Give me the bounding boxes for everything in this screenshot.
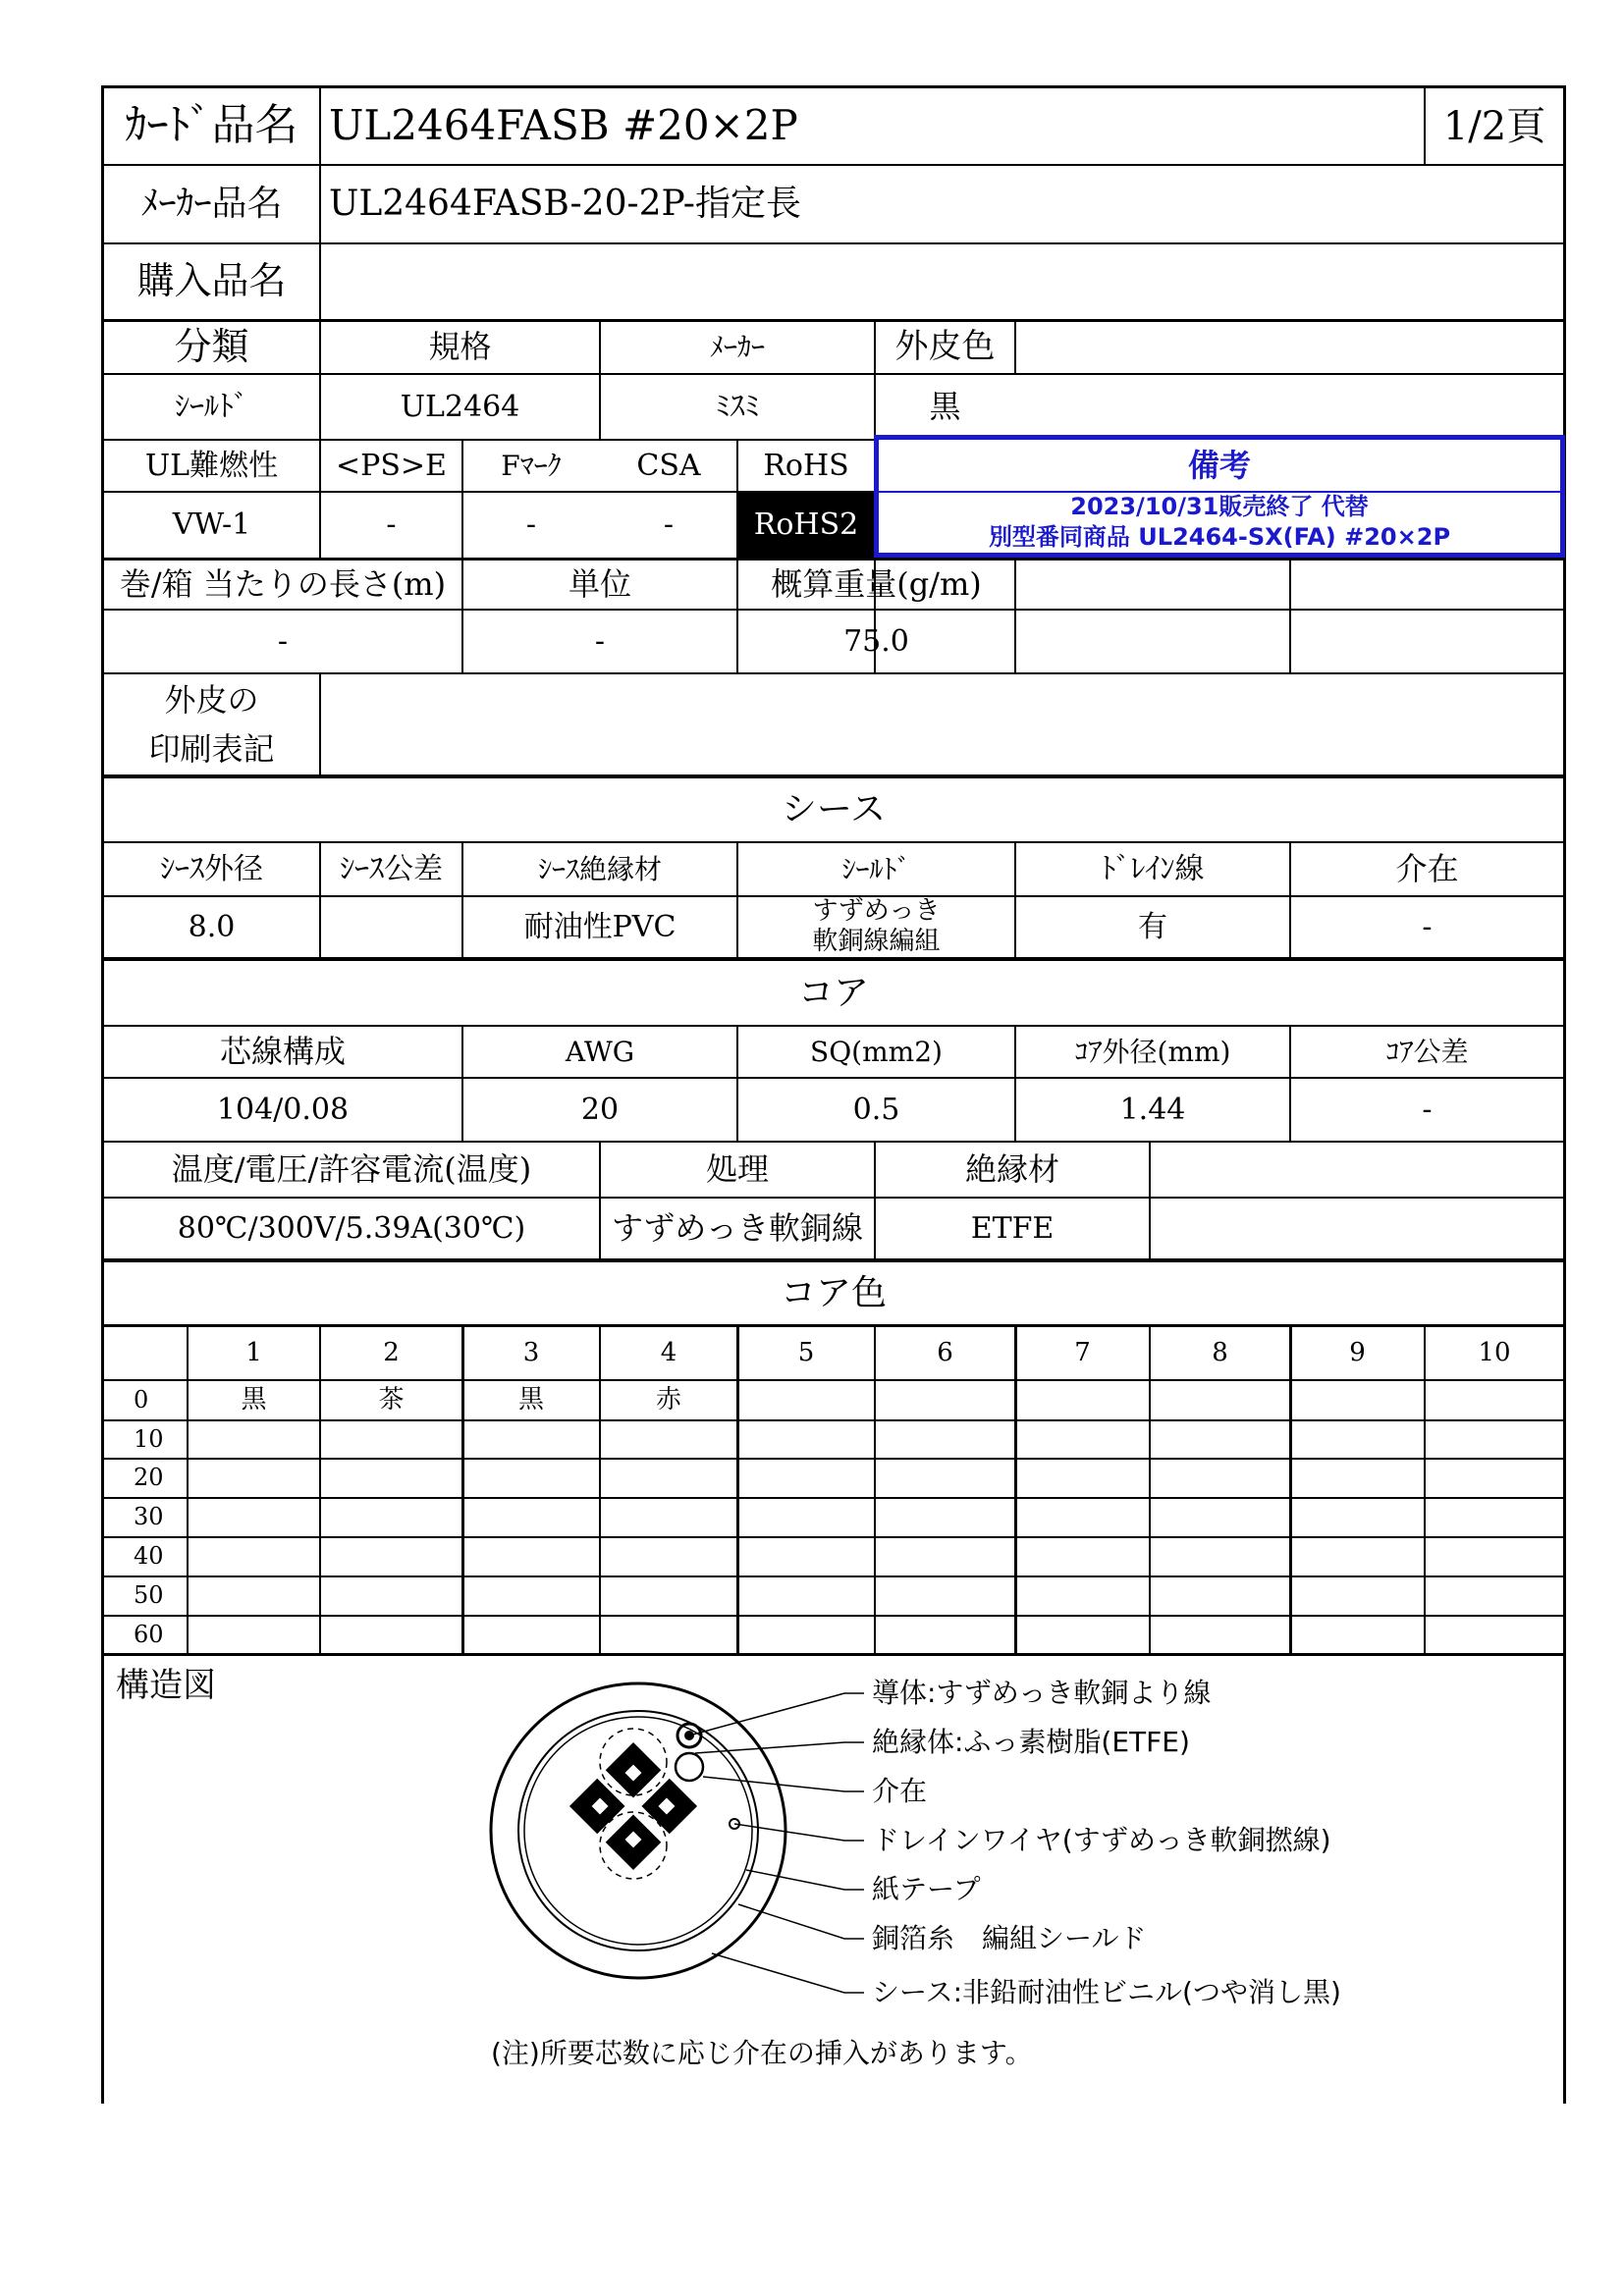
core-od-header: ｺｱ外径(mm): [1074, 1035, 1231, 1068]
treatment-value: すずめっき軟銅線: [611, 1208, 863, 1247]
maker-header: ﾒｰｶｰ: [709, 331, 765, 364]
core-color-cell: [1151, 1538, 1289, 1575]
core-color-cell: [463, 1577, 599, 1615]
class-header: 分類: [174, 325, 249, 369]
print-label-line1: 外皮の: [164, 681, 259, 720]
drain-header: ﾄﾞﾚｲﾝ線: [1101, 851, 1205, 886]
color-header: 外皮色: [894, 327, 996, 367]
core-color-col-header: 9: [1349, 1337, 1366, 1367]
core-color-col-header: 10: [1478, 1337, 1511, 1367]
print-label-line2: 印刷表記: [148, 730, 275, 769]
core-color-cell: [601, 1538, 736, 1575]
core-color-title: コア色: [780, 1272, 887, 1313]
class-value: ｼｰﾙﾄﾞ: [175, 389, 248, 424]
maker-part-label: ﾒｰｶｰ品名: [140, 184, 283, 225]
core-color-cell: [1016, 1460, 1149, 1497]
unit-value: -: [594, 623, 606, 659]
core-color-cell: [1151, 1460, 1289, 1497]
sheath-ins-header: ｼｰｽ絶縁材: [537, 852, 662, 885]
strand-value: 104/0.08: [216, 1092, 350, 1127]
core-color-cell: [876, 1617, 1014, 1653]
core-color-cell: [463, 1538, 599, 1575]
awg-value: 20: [580, 1092, 620, 1127]
maker-part-value: UL2464FASB-20-2P-指定長: [329, 184, 801, 225]
core-color-row-label: 30: [134, 1503, 164, 1531]
core-color-cell: [1151, 1617, 1289, 1653]
weight-header: 概算重量(g/m): [771, 564, 982, 603]
core-color-cell: [876, 1538, 1014, 1575]
core-color-cell: [738, 1617, 874, 1653]
core-color-cell: [1016, 1577, 1149, 1615]
core-color-cell: [321, 1499, 461, 1536]
structure-label: 導体:すずめっき軟銅より線: [872, 1677, 1212, 1710]
core-color-cell: [1151, 1577, 1289, 1615]
ul-flame-value: VW-1: [172, 507, 251, 543]
rating-value: 80℃/300V/5.39A(30℃): [177, 1210, 526, 1246]
core-color-cell: [1151, 1499, 1289, 1536]
core-color-cell: [321, 1577, 461, 1615]
core-color-row-label: 0: [134, 1385, 149, 1414]
unit-header: 単位: [568, 564, 631, 603]
length-header: 巻/箱 当たりの長さ(m): [119, 564, 447, 603]
core-color-cell: [601, 1617, 736, 1653]
core-color-cell: [1426, 1538, 1563, 1575]
core-color-cell: [876, 1577, 1014, 1615]
leader-1: [689, 1693, 864, 1735]
structure-label: ドレインワイヤ(すずめっき軟銅撚線): [872, 1824, 1331, 1857]
core-color-cell: [1016, 1499, 1149, 1536]
leader-6: [738, 1904, 864, 1939]
weight-value: 75.0: [843, 623, 909, 659]
core-color-cell: [189, 1421, 319, 1458]
leader-7: [712, 1953, 864, 1993]
core-color-cell: [1291, 1421, 1424, 1458]
color-value: 黒: [929, 387, 961, 425]
core-color-cell: [1291, 1381, 1424, 1419]
core-color-cell: [601, 1421, 736, 1458]
core-color-cell: [189, 1538, 319, 1575]
core-tol-header: ｺｱ公差: [1385, 1035, 1469, 1068]
purchase-name-value: [321, 244, 1563, 319]
card-name-value: UL2464FASB #20×2P: [329, 101, 798, 150]
structure-label: 銅箔糸 編組シールド: [872, 1922, 1147, 1955]
core-color-cell: [1016, 1421, 1149, 1458]
leader-5: [746, 1870, 864, 1890]
core-color-col-header: 7: [1074, 1337, 1091, 1367]
core-color-cell: [1291, 1460, 1424, 1497]
core-color-row-label: 10: [134, 1424, 164, 1453]
core-title: コア: [797, 972, 869, 1013]
leader-3: [703, 1777, 864, 1791]
core-ins-value: ETFE: [970, 1210, 1055, 1246]
core-color-cell: [738, 1381, 874, 1419]
core-color-cell: [1426, 1617, 1563, 1653]
awg-header: AWG: [565, 1035, 635, 1068]
core-color-cell: [1291, 1577, 1424, 1615]
core-color-cell: [1016, 1538, 1149, 1575]
core-color-cell: [463, 1617, 599, 1653]
core-color-cell: [738, 1421, 874, 1458]
core-color-cell: [738, 1538, 874, 1575]
core-color-cell: [189, 1460, 319, 1497]
core-color-cell: [601, 1460, 736, 1497]
sheath-tol-header: ｼｰｽ公差: [340, 851, 443, 886]
core-color-cell: [1426, 1499, 1563, 1536]
csa-header: CSA: [636, 448, 701, 483]
core-color-cell: [1426, 1577, 1563, 1615]
remarks-line2: 別型番同商品 UL2464-SX(FA) #20×2P: [988, 523, 1451, 552]
core-color-cell: [876, 1421, 1014, 1458]
drain-wire-2: [676, 1753, 703, 1781]
core-color-cell: [601, 1577, 736, 1615]
length-value: -: [277, 623, 289, 659]
core-color-cell: [1151, 1421, 1289, 1458]
core-color-cell: [738, 1499, 874, 1536]
core-color-cell: [1426, 1381, 1563, 1419]
core-color-row-label: 40: [134, 1542, 164, 1571]
core-color-col-header: 5: [797, 1337, 815, 1367]
core-color-cell: 赤: [655, 1384, 681, 1415]
structure-label: 絶縁体:ふっ素樹脂(ETFE): [872, 1726, 1190, 1759]
core-color-cell: [189, 1577, 319, 1615]
sq-value: 0.5: [852, 1092, 900, 1127]
sq-header: SQ(mm2): [810, 1035, 943, 1068]
core-color-cell: 黒: [241, 1384, 267, 1415]
core-color-cell: [1016, 1381, 1149, 1419]
core-color-cell: [463, 1499, 599, 1536]
standard-header: 規格: [428, 328, 492, 366]
standard-value: UL2464: [400, 389, 520, 424]
core-color-cell: [876, 1381, 1014, 1419]
purchase-name-label: 購入品名: [136, 259, 287, 303]
structure-label: 紙テープ: [872, 1873, 981, 1906]
remarks-label: 備考: [1187, 446, 1251, 484]
core-color-cell: [321, 1617, 461, 1653]
sheath-shield-header: ｼｰﾙﾄﾞ: [841, 852, 911, 885]
core-color-cell: [1426, 1421, 1563, 1458]
page-number: 1/2頁: [1442, 103, 1546, 149]
core-od-value: 1.44: [1119, 1092, 1186, 1127]
card-name-label: ｶｰﾄﾞ品名: [125, 100, 298, 151]
core-color-cell: [1426, 1460, 1563, 1497]
core-color-col-header: 6: [937, 1337, 953, 1367]
filler-diamond: [569, 1742, 697, 1870]
core-color-cell: [738, 1460, 874, 1497]
leader-4: [734, 1824, 864, 1841]
filler-value: -: [1422, 909, 1433, 944]
maker-value: ﾐｽﾐ: [715, 389, 760, 424]
core-color-col-header: 3: [522, 1337, 540, 1367]
sheath-shield-value-line2: 軟銅線編組: [812, 926, 941, 956]
core-color-cell: [1291, 1617, 1424, 1653]
strand-header: 芯線構成: [219, 1032, 346, 1070]
core-color-row-label: 60: [134, 1620, 164, 1648]
core-color-cell: [321, 1460, 461, 1497]
core-color-cell: [1291, 1499, 1424, 1536]
ps-value: -: [386, 507, 397, 543]
core-color-col-header: 2: [383, 1337, 400, 1367]
core-color-cell: 黒: [517, 1384, 544, 1415]
core-ins-header: 絶縁材: [964, 1149, 1059, 1188]
core-color-cell: [189, 1617, 319, 1653]
core-color-col-header: 8: [1212, 1337, 1228, 1367]
core-color-row-label: 50: [134, 1581, 164, 1610]
ul-flame-header: UL難燃性: [144, 448, 279, 483]
core-color-cell: [321, 1421, 461, 1458]
core-color-cell: [463, 1421, 599, 1458]
structure-title: 構造図: [116, 1666, 216, 1706]
rohs-value: RoHS2: [738, 493, 874, 558]
fmark-header: Fﾏｰｸ: [501, 449, 562, 482]
sheath-od-value: 8.0: [188, 909, 236, 944]
core-color-col-header: 1: [245, 1337, 262, 1367]
sheath-od-header: ｼｰｽ外径: [160, 851, 263, 886]
core-color-cell: [1291, 1538, 1424, 1575]
sheath-ins-value: 耐油性PVC: [523, 909, 677, 944]
sheath-shield-value-line1: すずめっき: [812, 896, 941, 927]
ps-header: <PS>E: [336, 448, 447, 483]
core-color-row-label: 20: [134, 1464, 164, 1492]
core-color-cell: [1016, 1617, 1149, 1653]
fmark-value: -: [525, 507, 537, 543]
core-color-cell: 茶: [378, 1384, 405, 1415]
remarks-line1: 2023/10/31販売終了 代替: [1070, 493, 1369, 521]
csa-value: -: [663, 507, 675, 543]
sheath-title: シース: [781, 789, 887, 830]
core-color-cell: [601, 1499, 736, 1536]
rating-header: 温度/電圧/許容電流(温度): [171, 1149, 532, 1188]
core-color-cell: [876, 1499, 1014, 1536]
core-color-col-header: 4: [660, 1337, 677, 1367]
structure-label: 介在: [872, 1775, 928, 1808]
filler-header: 介在: [1395, 849, 1459, 887]
treatment-header: 処理: [705, 1149, 769, 1188]
core-color-cell: [189, 1499, 319, 1536]
structure-note: (注)所要芯数に応じ介在の挿入があります。: [491, 2037, 1033, 2070]
structure-label: シース:非鉛耐油性ビニル(つや消し黒): [872, 1976, 1341, 2009]
core-color-cell: [876, 1460, 1014, 1497]
drain-value: 有: [1138, 909, 1167, 944]
sheath-tol-value: [321, 897, 461, 957]
core-color-cell: [738, 1577, 874, 1615]
rohs-header: RoHS: [763, 448, 849, 483]
core-tol-value: -: [1422, 1092, 1433, 1127]
core-color-cell: [321, 1538, 461, 1575]
core-color-cell: [1151, 1381, 1289, 1419]
core-color-cell: [463, 1460, 599, 1497]
